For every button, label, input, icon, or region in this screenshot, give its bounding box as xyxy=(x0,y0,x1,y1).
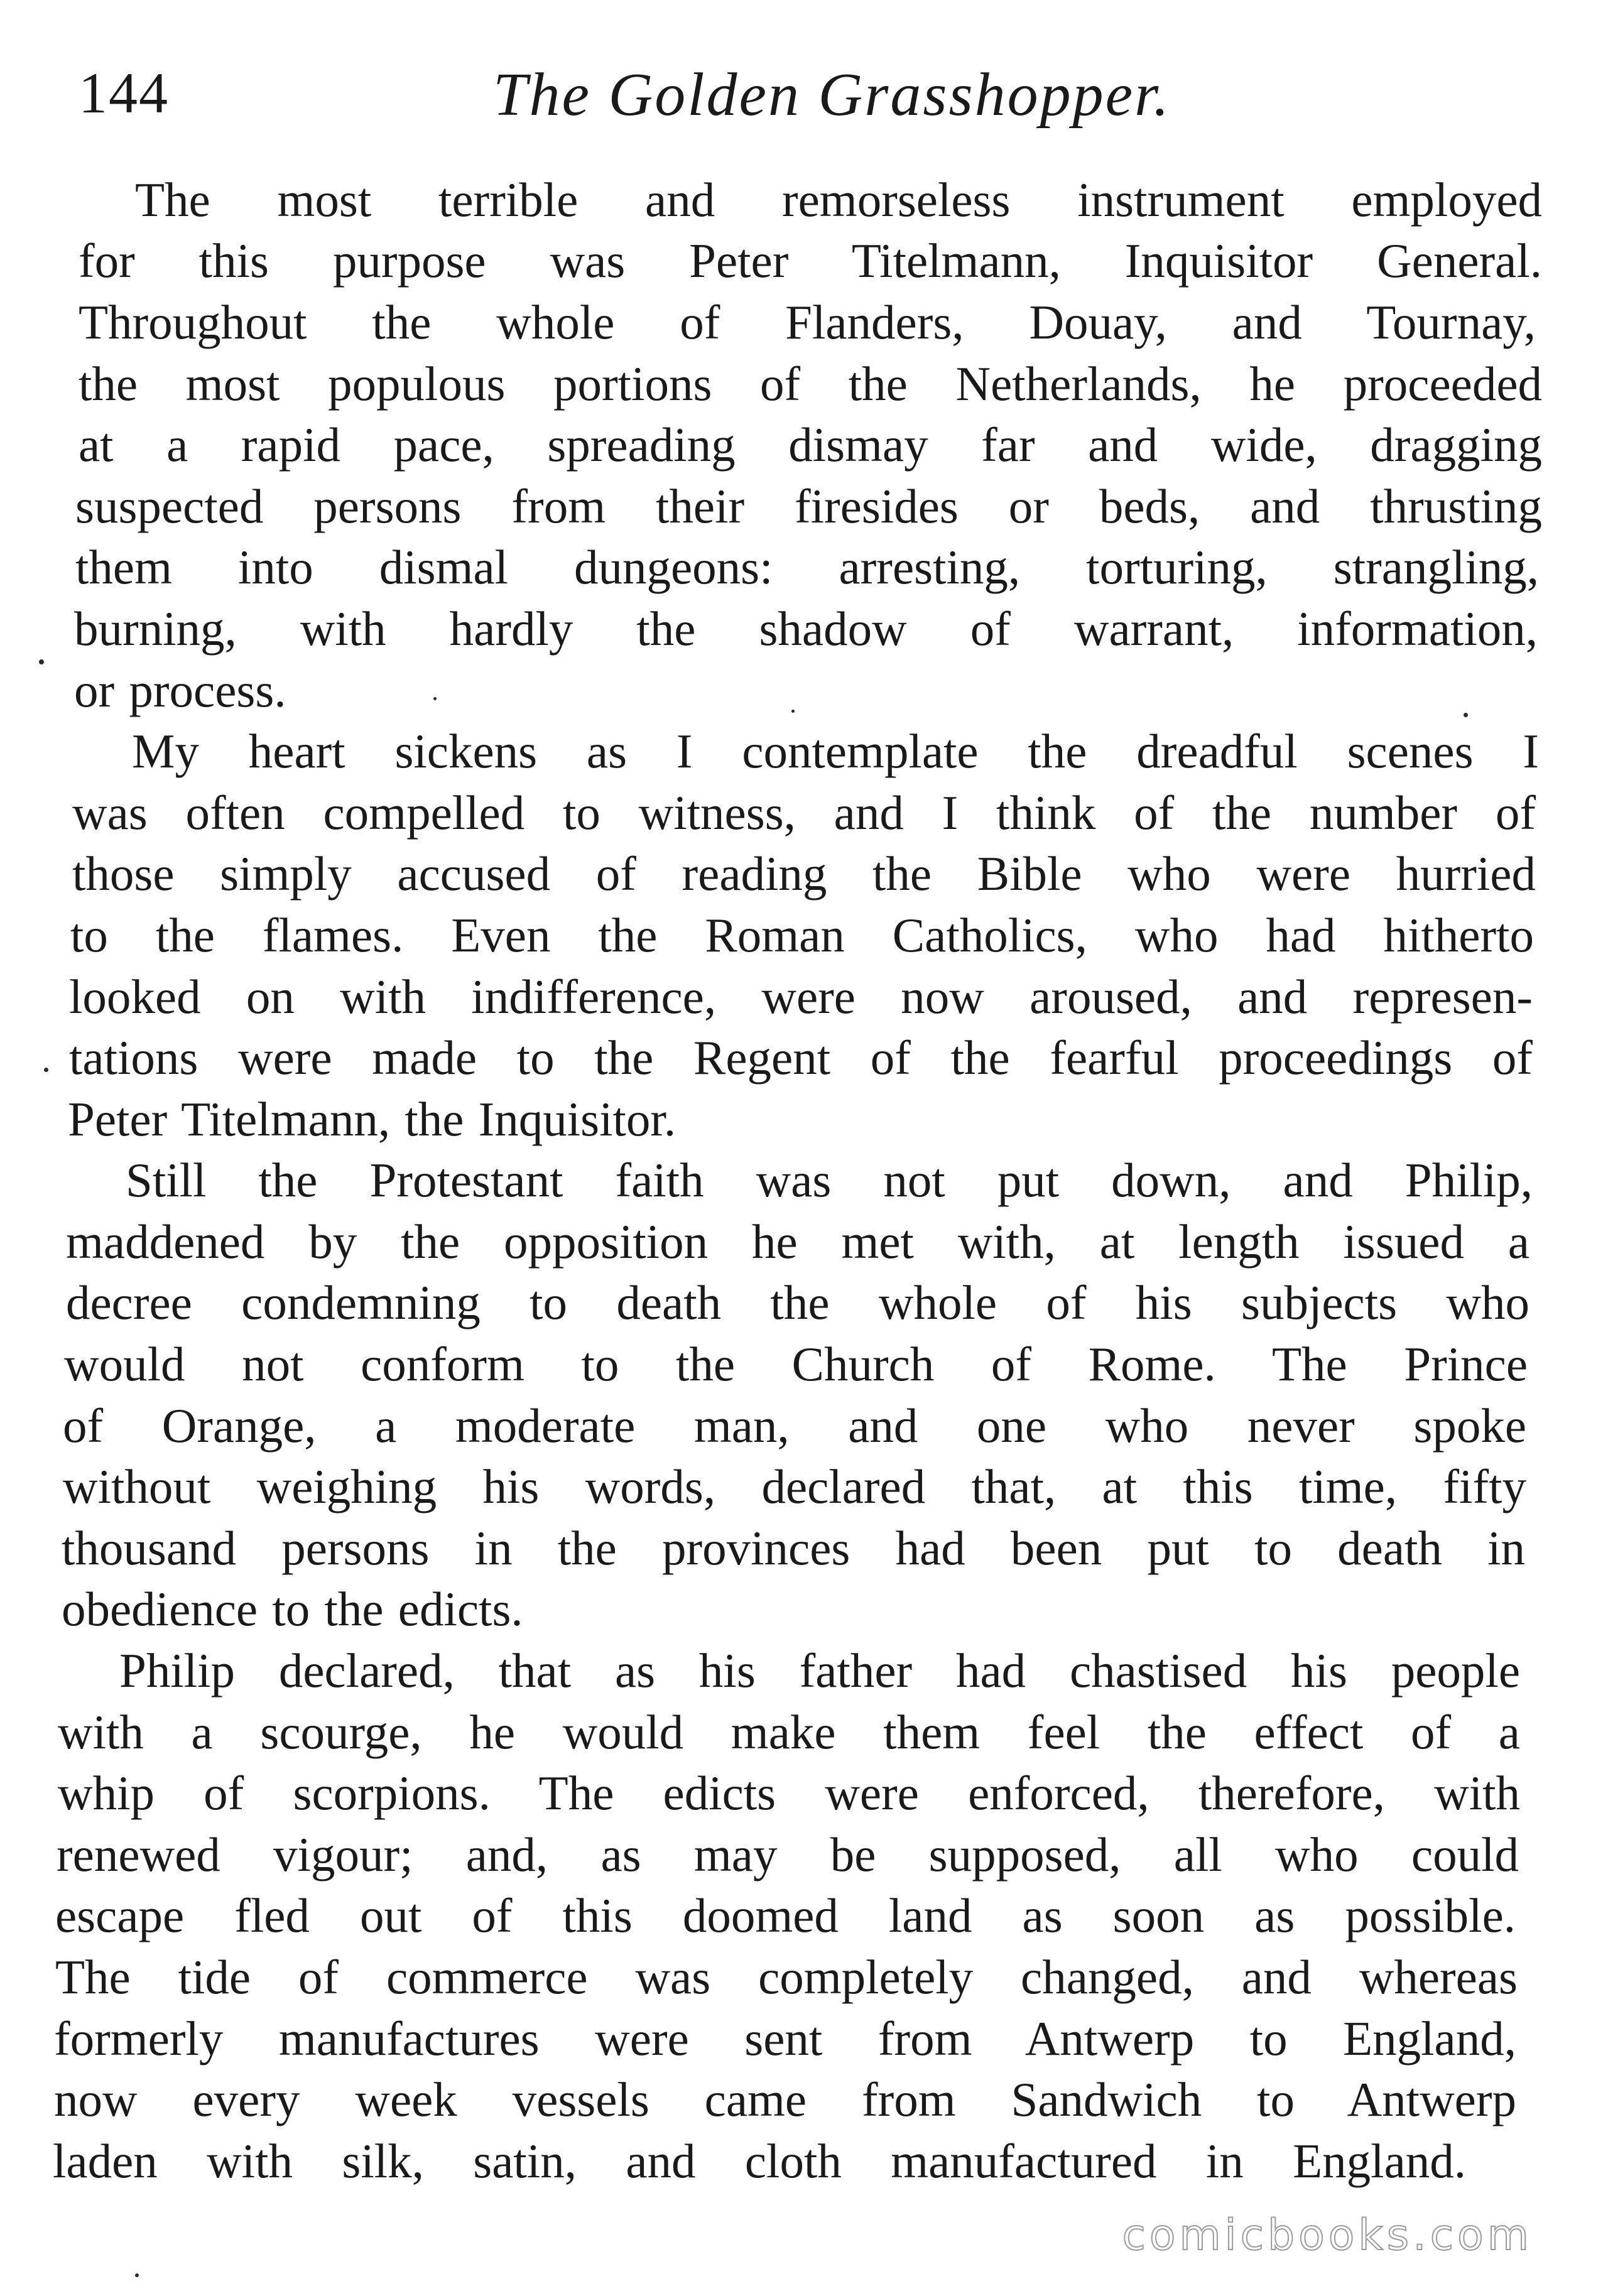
text-line: whip of scorpions. The edicts were enforced, therefore, with xyxy=(58,1766,1520,1820)
text-line: Peter Titelmann, the Inquisitor. xyxy=(68,1092,676,1146)
text-line: laden with silk, satin, and cloth manufactured in England. xyxy=(53,2134,1466,2188)
text-line: burning, with hardly the shadow of warrant, information, xyxy=(74,602,1538,656)
text-line: obedience to the edicts. xyxy=(62,1582,523,1636)
text-line: maddened by the opposition he met with, at length issued a xyxy=(66,1215,1529,1269)
text-line: the most populous portions of the Netherlands, he proceeded xyxy=(79,357,1542,411)
text-line: thousand persons in the provinces had been put to death in xyxy=(62,1521,1525,1575)
text-line: them into dismal dungeons: arresting, torturing, strangling, xyxy=(75,540,1539,594)
page-number: 144 xyxy=(79,61,169,125)
text-line: The tide of commerce was completely changed, and whereas xyxy=(55,1950,1518,2004)
scan-speck xyxy=(433,697,437,700)
text-line: tations were made to the Regent of the fearful proceedings of xyxy=(69,1031,1533,1085)
text-line: to the flames. Even the Roman Catholics, who had hitherto xyxy=(70,908,1534,962)
text-line: was often compelled to witness, and I think of the number of xyxy=(72,786,1536,840)
text-line: escape fled out of this doomed land as soon as possible. xyxy=(55,1888,1516,1942)
scan-speck xyxy=(135,2273,139,2277)
text-line: decree condemning to death the whole of his subjects who xyxy=(66,1275,1529,1329)
text-line: Still the Protestant faith was not put down, and Philip, xyxy=(126,1153,1533,1207)
text-line: at a rapid pace, spreading dismay far and wide, dragging xyxy=(79,418,1542,472)
text-line: suspected persons from their firesides or beds, and thrusting xyxy=(75,479,1542,533)
watermark-text: comicbooks.com xyxy=(1122,2211,1533,2260)
text-line: now every week vessels came from Sandwich to Antwerp xyxy=(54,2072,1516,2126)
text-line: My heart sickens as I contemplate the dreadful scenes I xyxy=(132,724,1539,778)
scan-speck xyxy=(39,659,44,664)
text-line: The most terrible and remorseless instrument employed xyxy=(135,173,1542,227)
scan-speck xyxy=(791,710,795,713)
scan-speck xyxy=(44,1068,48,1072)
text-line: Philip declared, that as his father had chastised his people xyxy=(119,1643,1520,1698)
running-title: The Golden Grasshopper. xyxy=(493,61,1171,129)
text-line: without weighing his words, declared that, at this time, fifty xyxy=(63,1459,1526,1514)
scan-speck xyxy=(1464,713,1468,717)
text-line: those simply accused of reading the Bible who were hurried xyxy=(72,847,1536,901)
text-line: Throughout the whole of Flanders, Douay, and Tournay, xyxy=(79,295,1536,349)
text-line: with a scourge, he would make them feel the effect of a xyxy=(58,1705,1520,1759)
text-line: would not conform to the Church of Rome. The Prince xyxy=(64,1337,1528,1391)
text-line: or process. xyxy=(74,663,286,717)
text-line: formerly manufactures were sent from Antwerp to England, xyxy=(54,2012,1516,2066)
text-line: renewed vigour; and, as may be supposed, all who could xyxy=(57,1828,1519,1882)
text-line: looked on with indifference, were now aroused, and represen- xyxy=(69,970,1533,1024)
page-header xyxy=(79,60,1542,141)
text-line: for this purpose was Peter Titelmann, Inquisitor General. xyxy=(79,234,1542,288)
text-line: of Orange, a moderate man, and one who never spoke xyxy=(63,1399,1526,1453)
